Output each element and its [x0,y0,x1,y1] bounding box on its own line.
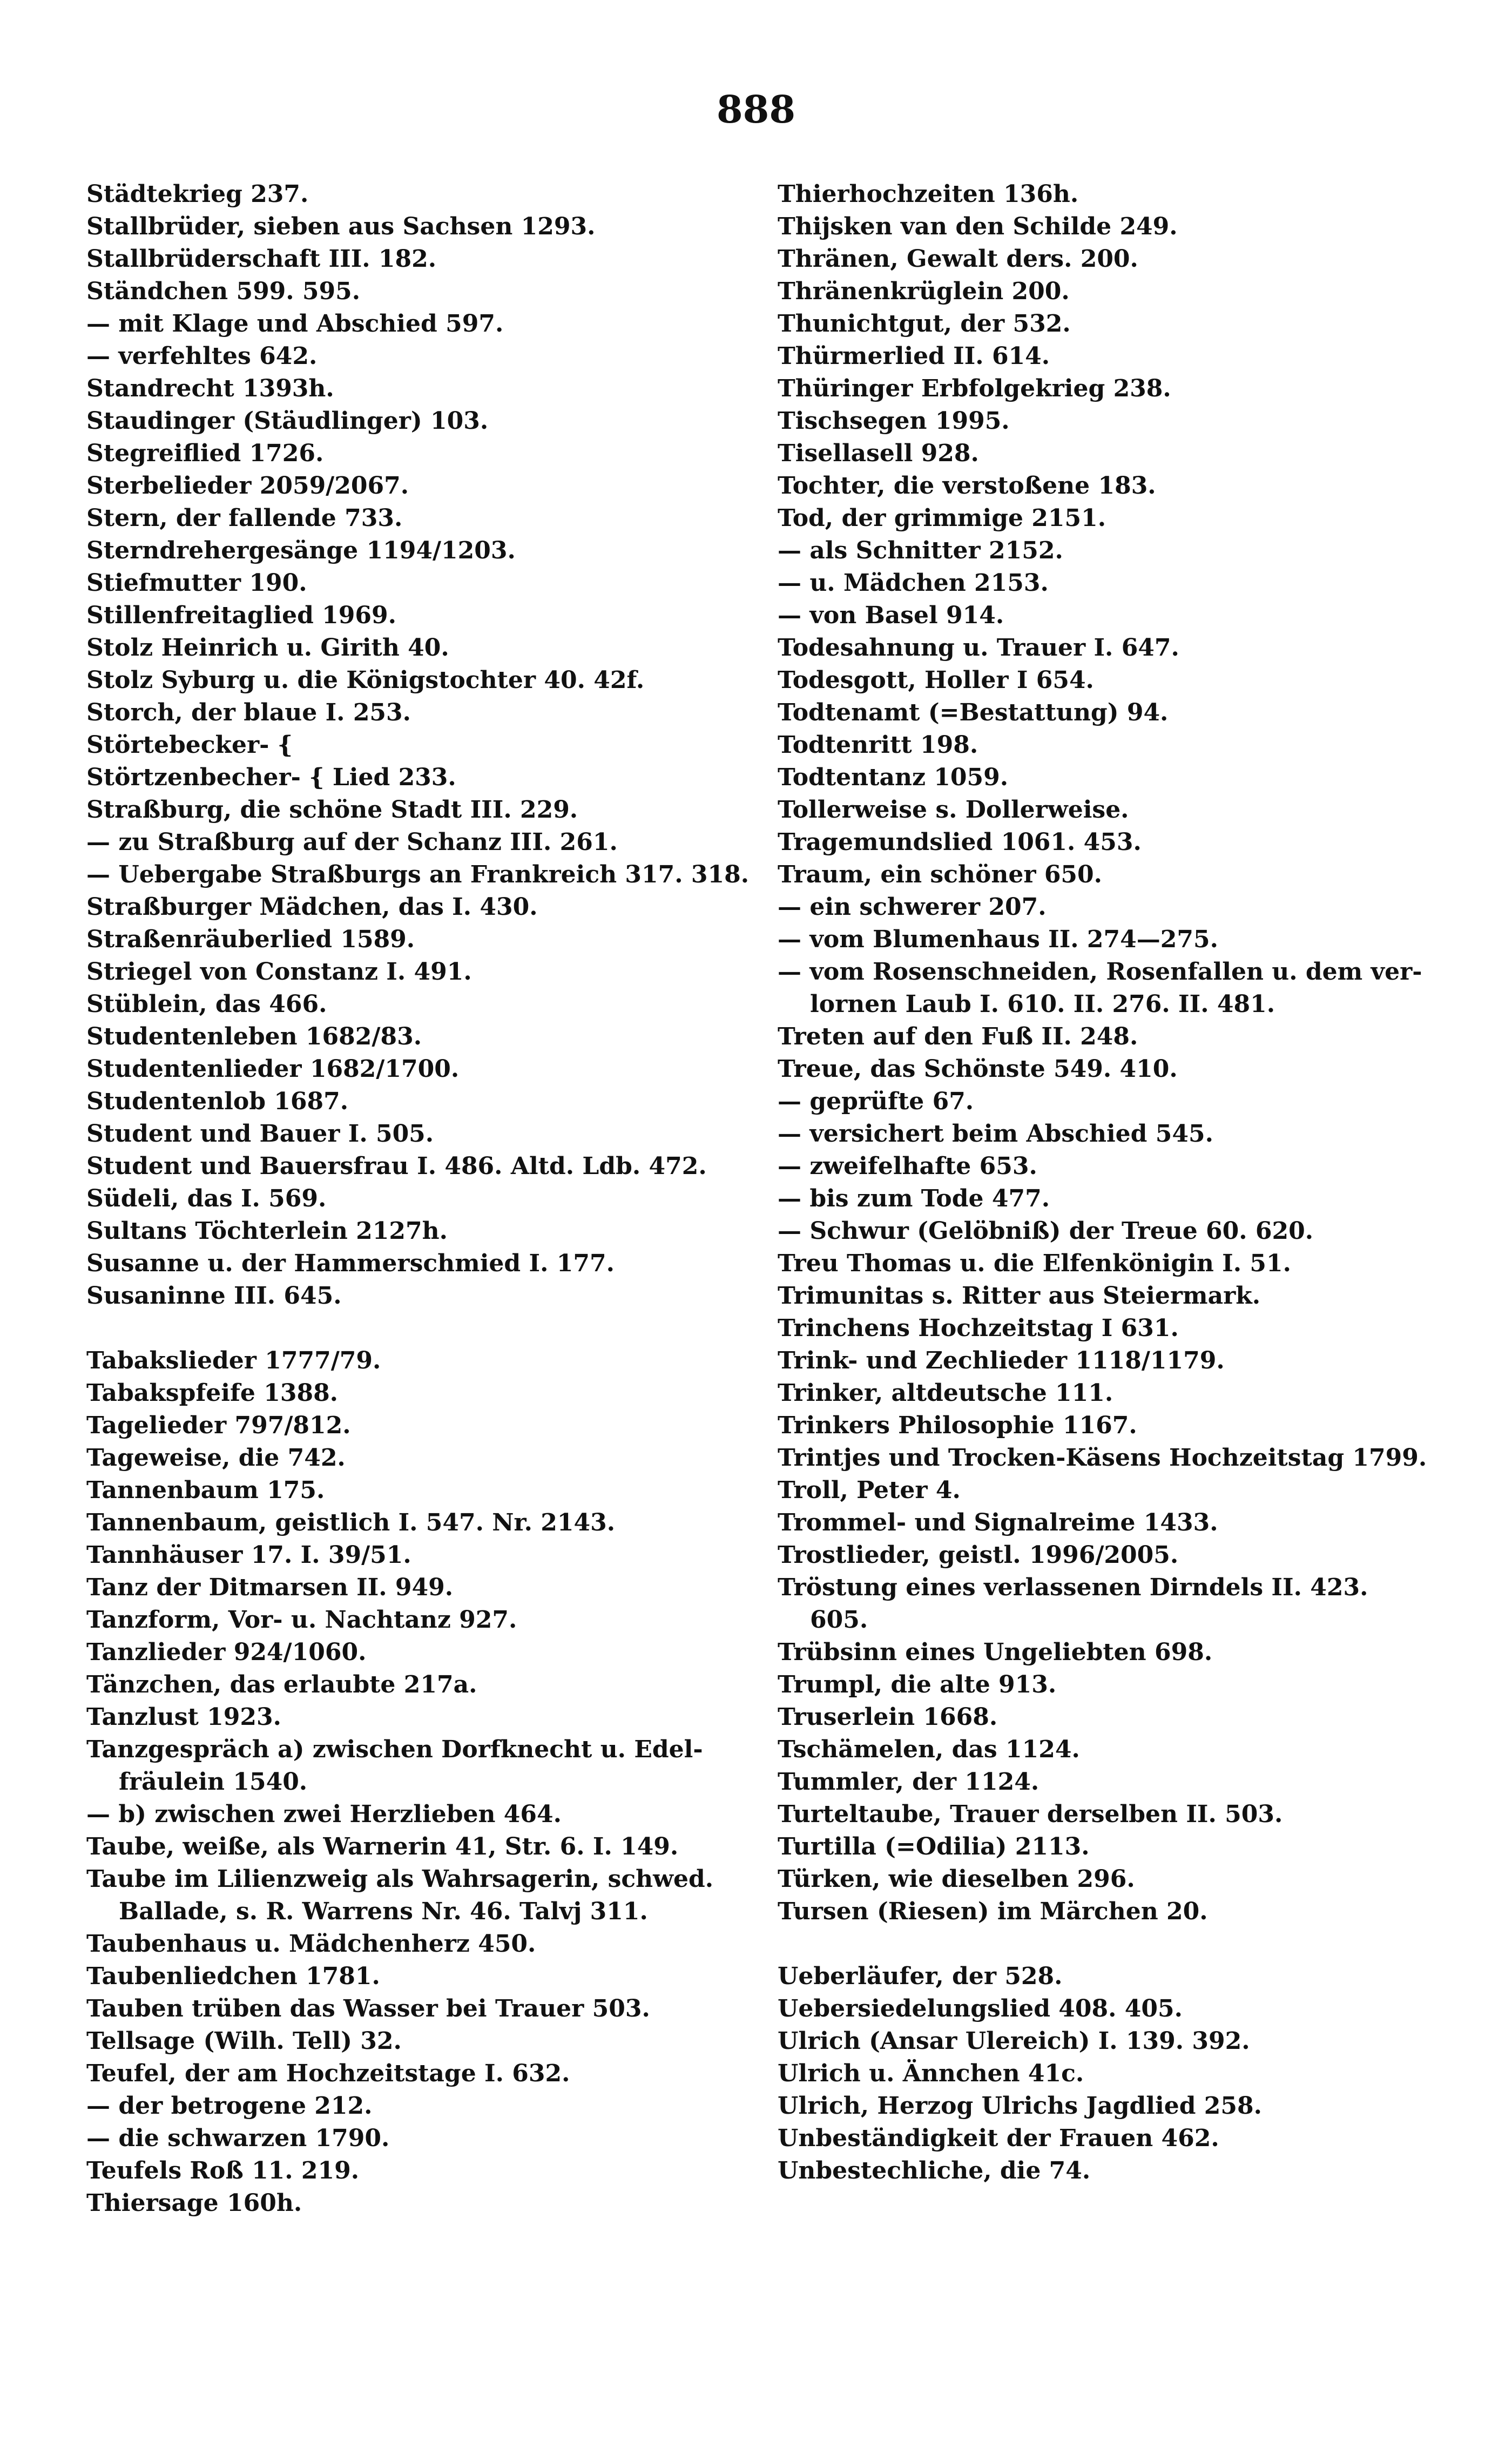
index-entry: — bis zum Tode 477. [778,1185,1050,1212]
index-entry: Tagelieder 797/812. [86,1412,351,1439]
index-entry: Studentenlieder 1682/1700. [86,1055,460,1083]
index-entry: Städtekrieg 237. [86,180,309,208]
index-entry: Todtenritt 198. [778,731,978,759]
index-entry: Susaninne III. 645. [86,1282,342,1310]
page-number: 888 [716,87,796,132]
index-entry: Tisellasell 928. [778,440,979,467]
index-entry: Storch, der blaue I. 253. [86,699,411,726]
index-entry: Todtenamt (=Bestattung) 94. [778,699,1169,726]
index-entry: Tannhäuser 17. I. 39/51. [86,1541,411,1569]
index-entry: Tummler, der 1124. [778,1768,1040,1796]
index-entry: Teufels Roß 11. 219. [86,2157,360,2184]
index-entry: Treten auf den Fuß II. 248. [778,1023,1138,1050]
index-entry: Tursen (Riesen) im Märchen 20. [778,1898,1208,1925]
index-entry: Tageweise, die 742. [86,1444,346,1472]
index-entry: Ballade, s. R. Warrens Nr. 46. Talvj 311. [119,1898,648,1925]
index-entry: lornen Laub I. 610. II. 276. II. 481. [810,990,1275,1018]
index-entry: Sterndrehergesänge 1194/1203. [86,537,516,564]
index-entry: Taube, weiße, als Warnerin 41, Str. 6. I. 149. [86,1833,679,1860]
index-entry: fräulein 1540. [119,1768,308,1796]
index-entry: Trintjes und Trocken-Käsens Hochzeitstag 1799. [778,1444,1427,1472]
index-entry: Stüblein, das 466. [86,990,327,1018]
index-entry: Trommel- und Signalreime 1433. [778,1509,1218,1536]
index-entry: Straßburg, die schöne Stadt III. 229. [86,796,578,824]
index-entry: — die schwarzen 1790. [86,2125,390,2152]
index-entry: — zweifelhafte 653. [778,1152,1037,1180]
index-entry: Sterbelieder 2059/2067. [86,472,409,500]
index-entry: Stallbrüderschaft III. 182. [86,245,437,273]
index-entry: Turteltaube, Trauer derselben II. 503. [778,1800,1283,1828]
index-entry: Student und Bauer I. 505. [86,1120,434,1148]
index-entry: Tschämelen, das 1124. [778,1736,1080,1763]
index-entry: Tabakslieder 1777/79. [86,1347,381,1374]
index-entry: Trostlieder, geistl. 1996/2005. [778,1541,1179,1569]
index-entry: Turtilla (=Odilia) 2113. [778,1833,1090,1860]
index-entry: — verfehltes 642. [86,342,318,370]
index-entry: Thiersage 160h. [86,2189,302,2217]
index-entry: Susanne u. der Hammerschmied I. 177. [86,1250,615,1277]
index-entry: Störtebecker- { [86,731,293,759]
index-entry: Tochter, die verstoßene 183. [778,472,1156,500]
index-entry: Tröstung eines verlassenen Dirndels II. 423. [778,1574,1368,1601]
index-entry: Studentenlob 1687. [86,1088,349,1115]
index-entry: Todesahnung u. Trauer I. 647. [778,634,1179,662]
index-entry: Thijsken van den Schilde 249. [778,213,1178,240]
index-entry: — ein schwerer 207. [778,893,1047,921]
index-entry: — geprüfte 67. [778,1088,974,1115]
index-entry: Tannenbaum 175. [86,1476,325,1504]
index-entry: Trinker, altdeutsche 111. [778,1379,1113,1407]
index-entry: Taubenliedchen 1781. [86,1963,380,1990]
index-entry: — als Schnitter 2152. [778,537,1063,564]
index-entry: — b) zwischen zwei Herzlieben 464. [86,1800,562,1828]
index-entry: Tellsage (Wilh. Tell) 32. [86,2027,402,2055]
index-entry: — versichert beim Abschied 545. [778,1120,1213,1148]
index-entry: Tanzlieder 924/1060. [86,1638,367,1666]
index-entry: Türken, wie dieselben 296. [778,1865,1135,1893]
index-entry: Tauben trüben das Wasser bei Trauer 503. [86,1995,650,2022]
index-entry: Stallbrüder, sieben aus Sachsen 1293. [86,213,596,240]
index-entry: Treu Thomas u. die Elfenkönigin I. 51. [778,1250,1291,1277]
index-entry: Tänzchen, das erlaubte 217a. [86,1671,477,1698]
index-entry: Thüringer Erbfolgekrieg 238. [778,375,1171,402]
index-entry: Uebersiedelungslied 408. 405. [778,1995,1183,2022]
index-entry: Tanzform, Vor- u. Nachtanz 927. [86,1606,517,1634]
index-entry: Tod, der grimmige 2151. [778,504,1106,532]
index-entry: Stern, der fallende 733. [86,504,403,532]
index-entry: Tannenbaum, geistlich I. 547. Nr. 2143. [86,1509,616,1536]
index-entry: Tanzgespräch a) zwischen Dorfknecht u. Edel- [86,1736,703,1763]
index-entry: Ulrich, Herzog Ulrichs Jagdlied 258. [778,2092,1262,2120]
index-entry: Trinkers Philosophie 1167. [778,1412,1137,1439]
index-entry: Störtzenbecher- { Lied 233. [86,764,456,791]
index-entry: — zu Straßburg auf der Schanz III. 261. [86,828,618,856]
index-entry: Südeli, das I. 569. [86,1185,327,1212]
index-entry: Taubenhaus u. Mädchenherz 450. [86,1930,536,1958]
index-entry: Ulrich u. Ännchen 41c. [778,2060,1084,2087]
index-entry: — mit Klage und Abschied 597. [86,310,504,338]
index-entry: Trimunitas s. Ritter aus Steiermark. [778,1282,1261,1310]
index-entry: Tanz der Ditmarsen II. 949. [86,1574,454,1601]
index-entry: Ueberläufer, der 528. [778,1963,1063,1990]
index-entry: Straßenräuberlied 1589. [86,926,415,953]
index-entry: Stolz Syburg u. die Königstochter 40. 42f. [86,666,645,694]
right-column [778,178,1447,2187]
index-entry: Tischsegen 1995. [778,407,1010,435]
index-entry: Stolz Heinrich u. Girith 40. [86,634,449,662]
index-entry: — der betrogene 212. [86,2092,373,2120]
index-entry: Thürmerlied II. 614. [778,342,1050,370]
index-entry: 605. [810,1606,868,1634]
index-entry: Unbeständigkeit der Frauen 462. [778,2125,1219,2152]
index-entry: Stiefmutter 190. [86,569,307,597]
index-entry: Truserlein 1668. [778,1703,998,1731]
left-column [86,178,756,2220]
index-entry: Taube im Lilienzweig als Wahrsagerin, schwed. [86,1865,714,1893]
index-entry: Student und Bauersfrau I. 486. Altd. Ldb. 472. [86,1152,707,1180]
index-entry: Striegel von Constanz I. 491. [86,958,472,986]
index-entry: Trink- und Zechlieder 1118/1179. [778,1347,1225,1374]
index-entry: — von Basel 914. [778,602,1004,629]
index-entry: Teufel, der am Hochzeitstage I. 632. [86,2060,570,2087]
index-entry: Stillenfreitaglied 1969. [86,602,396,629]
index-entry: Studentenleben 1682/83. [86,1023,422,1050]
index-entry: Traum, ein schöner 650. [778,861,1102,888]
index-entry: Straßburger Mädchen, das I. 430. [86,893,538,921]
index-entry: Trübsinn eines Ungeliebten 698. [778,1638,1213,1666]
index-entry: Ständchen 599. 595. [86,278,361,305]
index-entry: Todesgott, Holler I 654. [778,666,1094,694]
index-entry: Tabakspfeife 1388. [86,1379,338,1407]
index-entry: Thunichtgut, der 532. [778,310,1071,338]
index-entry: Thierhochzeiten 136h. [778,180,1079,208]
index-entry: Todtentanz 1059. [778,764,1009,791]
index-entry: Standrecht 1393h. [86,375,334,402]
index-entry: Tollerweise s. Dollerweise. [778,796,1129,824]
index-entry: Thränen, Gewalt ders. 200. [778,245,1138,273]
index-entry: Unbestechliche, die 74. [778,2157,1091,2184]
index-entry: — vom Rosenschneiden, Rosenfallen u. dem ver- [778,958,1422,986]
index-entry: Treue, das Schönste 549. 410. [778,1055,1178,1083]
index-entry: Sultans Töchterlein 2127h. [86,1217,448,1245]
index-entry: Tanzlust 1923. [86,1703,281,1731]
index-entry: — Schwur (Gelöbniß) der Treue 60. 620. [778,1217,1314,1245]
index-entry: Tragemundslied 1061. 453. [778,828,1142,856]
index-entry: Trumpl, die alte 913. [778,1671,1057,1698]
index-entry: Staudinger (Stäudlinger) 103. [86,407,489,435]
index-entry: Thränenkrüglein 200. [778,278,1070,305]
index-entry: Troll, Peter 4. [778,1476,961,1504]
index-entry: Ulrich (Ansar Ulereich) I. 139. 392. [778,2027,1250,2055]
index-entry: Trinchens Hochzeitstag I 631. [778,1314,1179,1342]
index-entry: Stegreiflied 1726. [86,440,324,467]
index-entry: — u. Mädchen 2153. [778,569,1049,597]
index-entry: — Uebergabe Straßburgs an Frankreich 317. 318. [86,861,750,888]
index-entry: — vom Blumenhaus II. 274—275. [778,926,1218,953]
